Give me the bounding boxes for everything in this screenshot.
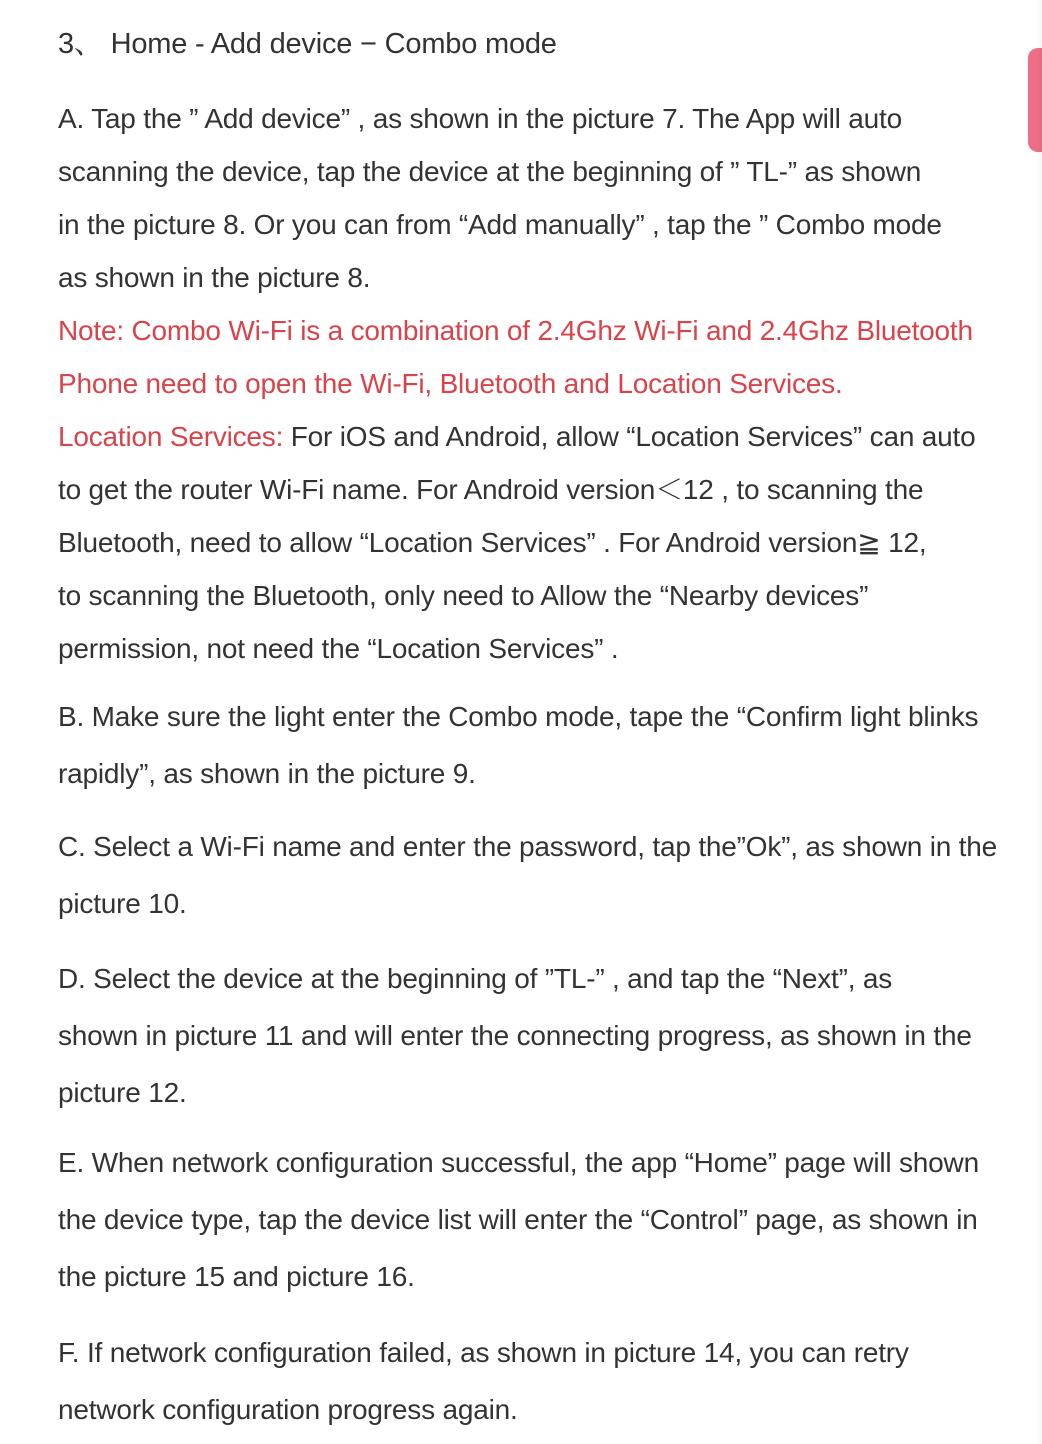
- section-c-line-2: picture 10.: [58, 888, 187, 919]
- section-a-line-3: in the picture 8. Or you can from “Add manually” , tap the ” Combo mode: [58, 209, 942, 240]
- section-d-line-2: shown in picture 11 and will enter the connecting progress, as shown in the: [58, 1020, 972, 1051]
- section-a-line-1: A. Tap the ” Add device” , as shown in the picture 7. The App will auto: [58, 103, 902, 134]
- section-c-line-1: C. Select a Wi-Fi name and enter the password, tap the”Ok”, as shown in the: [58, 831, 997, 862]
- section-f-line-2: network configuration progress again.: [58, 1394, 518, 1425]
- note-line-2: Phone need to open the Wi-Fi, Bluetooth and Location Services.: [58, 368, 843, 399]
- section-e-line-1: E. When network configuration successful, the app “Home” page will shown: [58, 1147, 979, 1178]
- note-line-1: Note: Combo Wi-Fi is a combination of 2.4Ghz Wi-Fi and 2.4Ghz Bluetooth: [58, 315, 973, 346]
- section-e-line-2: the device type, tap the device list will enter the “Control” page, as shown in: [58, 1204, 978, 1235]
- location-services-line-4: to scanning the Bluetooth, only need to Allow the “Nearby devices”: [58, 580, 869, 611]
- location-services-line-1: [58, 419, 975, 455]
- section-b-line-2: rapidly”, as shown in the picture 9.: [58, 758, 476, 789]
- section-e-line-3: the picture 15 and picture 16.: [58, 1261, 415, 1292]
- location-services-line-5: permission, not need the “Location Services” .: [58, 633, 619, 664]
- section-d-line-1: D. Select the device at the beginning of ”TL-” , and tap the “Next”, as: [58, 963, 893, 994]
- section-b-line-1: B. Make sure the light enter the Combo mode, tape the “Confirm light blinks: [58, 701, 979, 732]
- page-edge-shadow: [1036, 0, 1042, 1444]
- location-services-line-2: to get the router Wi-Fi name. For Android version＜12 , to scanning the: [58, 474, 924, 505]
- section-heading: 3、 Home - Add device − Combo mode: [58, 28, 557, 60]
- section-a-line-2: scanning the device, tap the device at the beginning of ” TL-” as shown: [58, 156, 922, 187]
- location-services-line-3: Bluetooth, need to allow “Location Services” . For Android version≧ 12,: [58, 527, 927, 558]
- section-f-line-1: F. If network configuration failed, as shown in picture 14, you can retry: [58, 1337, 909, 1368]
- location-services-line-1-text: For iOS and Android, allow “Location Services” can auto: [283, 421, 976, 452]
- section-a-line-4: as shown in the picture 8.: [58, 262, 371, 293]
- location-services-label: Location Services:: [58, 421, 284, 452]
- section-d-line-3: picture 12.: [58, 1077, 187, 1108]
